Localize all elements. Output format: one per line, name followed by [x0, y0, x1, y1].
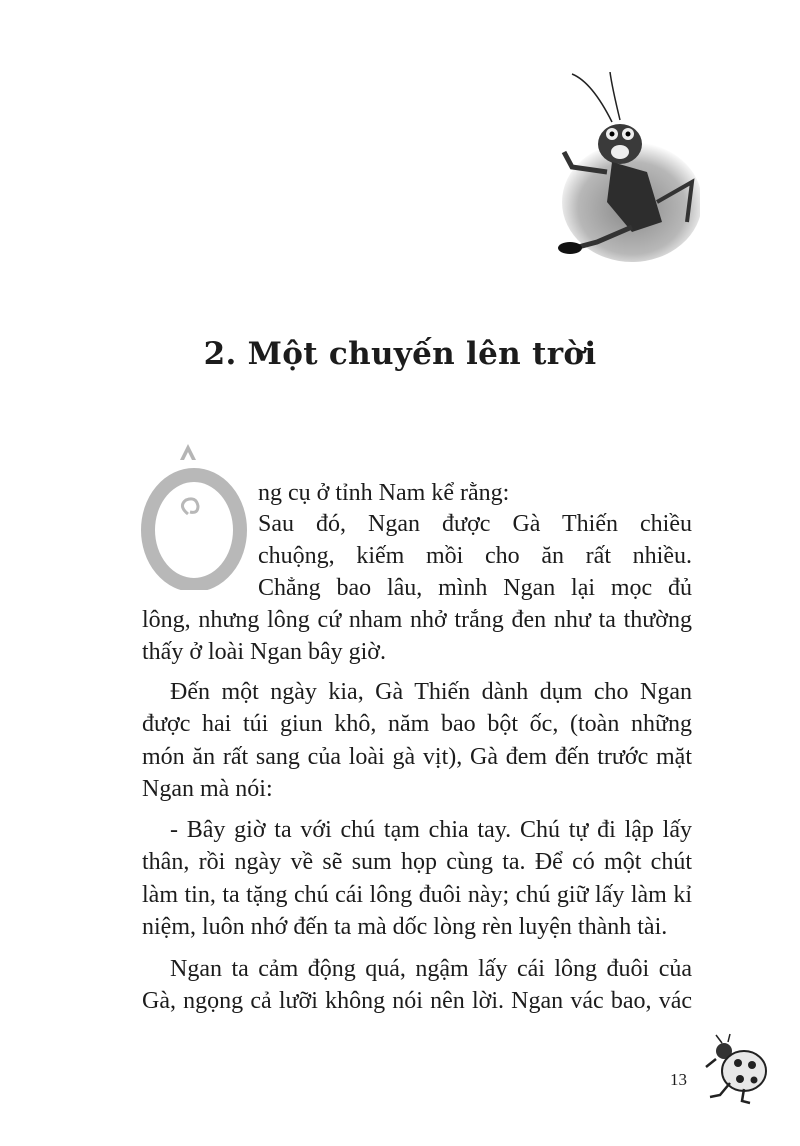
text-line: Ngan mà nói: — [142, 776, 273, 802]
text-line: món ăn rất sang của loài gà vịt), Gà đem đến trước mặt — [142, 744, 692, 770]
ladybug-illustration — [700, 1033, 772, 1105]
text-line: Sau đó, Ngan được Gà Thiến chiều — [258, 511, 692, 537]
text-line: thấy ở loài Ngan bây giờ. — [142, 639, 386, 665]
text-line: Ngan ta cảm động quá, ngậm lấy cái lông đuôi của — [170, 956, 692, 982]
text-line: lông, nhưng lông cứ nham nhở trắng đen như ta thường — [142, 607, 692, 633]
page-number: 13 — [670, 1070, 687, 1089]
drop-cap-letter — [140, 430, 252, 590]
text-line: chuộng, kiếm mồi cho ăn rất nhiều. — [258, 543, 692, 569]
text-line: niệm, luôn nhớ đến ta mà dốc lòng rèn luyện thành tài. — [142, 914, 668, 940]
text-line: được hai túi giun khô, năm bao bột ốc, (toàn những — [142, 711, 692, 737]
cricket-illustration — [552, 72, 700, 268]
chapter-title: 2. Một chuyến lên trời — [203, 336, 597, 372]
text-line: Chẳng bao lâu, mình Ngan lại mọc đủ — [258, 575, 692, 601]
text-line: ng cụ ở tỉnh Nam kể rằng: — [258, 480, 510, 506]
text-line: thân, rồi ngày về sẽ sum họp cùng ta. Để có một chút — [142, 849, 692, 875]
text-line: làm tin, ta tặng chú cái lông đuôi này; chú giữ lấy làm kỉ — [142, 882, 692, 908]
text-line: - Bây giờ ta với chú tạm chia tay. Chú tự đi lập lấy — [170, 817, 692, 843]
text-line: Gà, ngọng cả lưỡi không nói nên lời. Ngan vác bao, vác — [142, 988, 692, 1014]
text-line: Đến một ngày kia, Gà Thiến dành dụm cho Ngan — [170, 679, 692, 705]
